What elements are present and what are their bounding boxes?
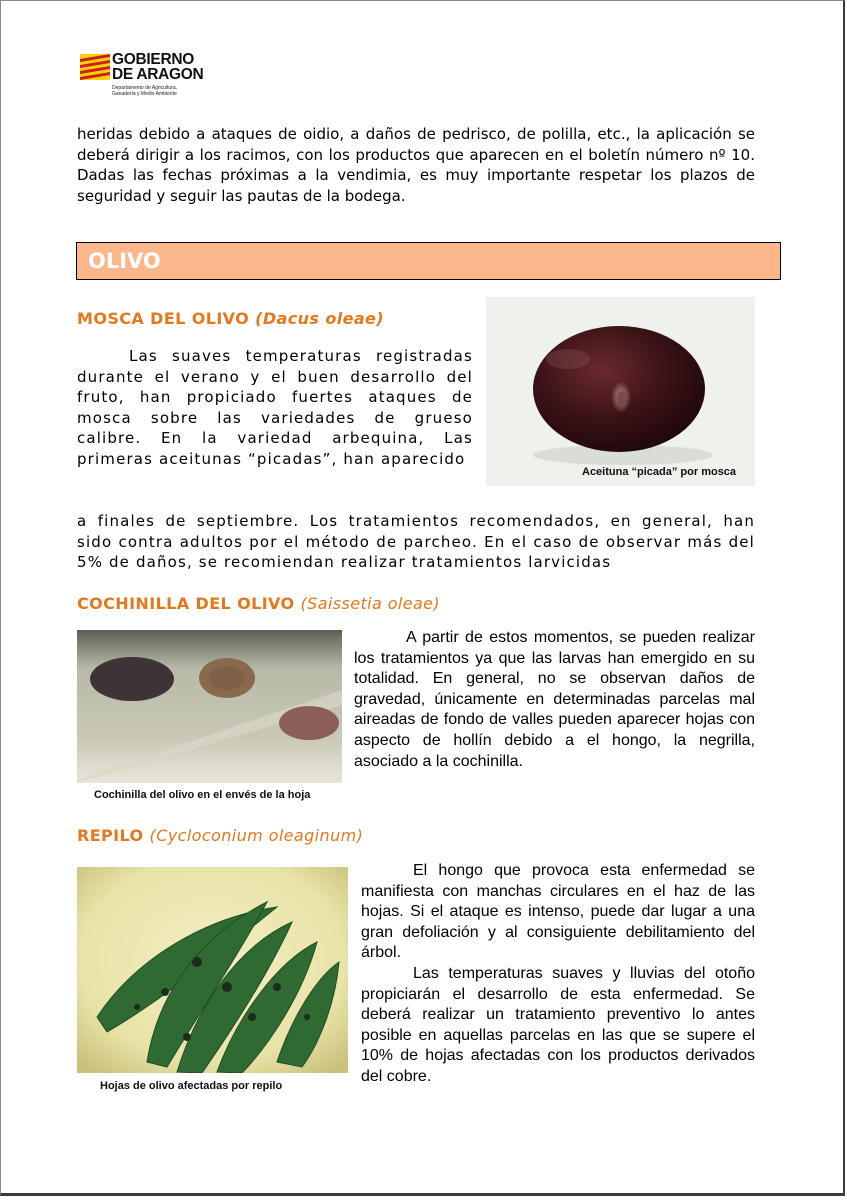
cochinilla-paragraph: A partir de estos momentos, se pueden realizar los tratamientos ya que las larvas han emergido en su totalidad. En general, no se observan daños de gravedad, únicamente en determinadas parcelas mal aireadas de fondo de valles pueden aparecer hojas con aspecto de hollín debido a el hongo, la negrilla, asociado a la cochinilla. xyxy=(354,629,755,770)
section-title-bar xyxy=(76,242,781,280)
repilo-paragraph xyxy=(361,861,755,1088)
repilo-paragraph-b: Las temperaturas suaves y lluvias del otoño propiciarán el desarrollo de esta enfermedad. Se deberá realizar un tratamiento preventivo lo antes posible en aquellas parcelas en las que se supere el 10% de hojas afectadas con los productos derivados del cobre. xyxy=(361,964,755,1085)
intro-paragraph: heridas debido a ataques de oidio, a daños de pedrisco, de polilla, etc., la aplicación se deberá dirigir a los racimos, con los productos que aparecen en el boletín número nº 10. Dadas las fechas próximas a la vendimia, es muy importante respetar los plazos de seguridad y seguir las pautas de la bodega. xyxy=(77,125,755,205)
cochinilla-photo-caption: Cochinilla del olivo en el envés de la hoja xyxy=(94,789,311,801)
olive-fruit-photo xyxy=(486,297,755,486)
cochinilla-heading: COCHINILLA DEL OLIVO (Saissetia oleae) xyxy=(77,594,441,613)
repilo-photo-caption: Hojas de olivo afectadas por repilo xyxy=(100,1080,283,1092)
repilo-latin-name: (Cycloconium oleaginum) xyxy=(149,826,364,845)
repilo-leaves-photo xyxy=(77,867,348,1073)
repilo-paragraph-a: El hongo que provoca esta enfermedad se manifiesta con manchas circulares en el haz de las hojas. Si el ataque es intenso, puede dar lugar a una gran defoliación y al consiguiente debilitamiento del árbol. xyxy=(361,862,755,962)
mosca-paragraph-b: a finales de septiembre. Los tratamientos recomendados, en general, han sido contra adultos por el método de parcheo. En el caso de observar más del 5% de daños, se recomiendan realizar tratamientos larvicidas xyxy=(77,512,755,572)
logo-title: GOBIERNO DE ARAGON xyxy=(112,51,204,83)
gobierno-aragon-logo xyxy=(80,52,220,104)
mosca-heading: MOSCA DEL OLIVO (Dacus oleae) xyxy=(77,309,385,328)
cochinilla-leaf-photo xyxy=(77,630,342,783)
mosca-latin-name: (Dacus oleae) xyxy=(255,309,385,328)
cochinilla-latin-name: (Saissetia oleae) xyxy=(300,594,441,613)
mosca-paragraph-a: Las suaves temperaturas registradas durante el verano y el buen desarrollo del fruto, han propiciado fuertes ataques de mosca sobre las variedades de grueso calibre. En la variedad arbequina, Las primeras aceitunas “picadas”, han aparecido xyxy=(77,347,473,468)
logo-subtitle: Departamento de Agricultura, Ganadería y Medio Ambiente xyxy=(112,85,178,97)
olive-photo-caption: Aceituna “picada” por mosca xyxy=(582,466,737,478)
section-title: OLIVO xyxy=(88,249,161,273)
aragon-flag-icon xyxy=(80,54,110,80)
repilo-heading: REPILO (Cycloconium oleaginum) xyxy=(77,826,364,845)
